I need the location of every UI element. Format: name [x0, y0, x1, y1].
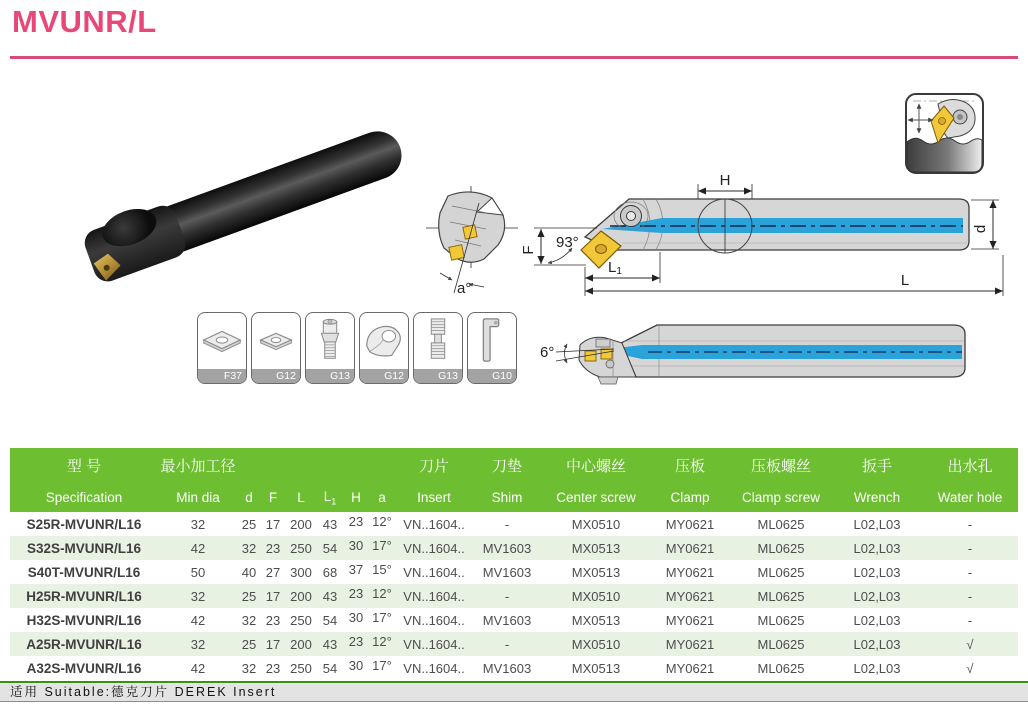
cell: VN..1604..: [403, 636, 465, 652]
header-row-zh: [10, 448, 1018, 483]
application-icon: [906, 94, 983, 173]
col-wrench: Wrench: [832, 483, 922, 512]
angle-93-label: 93°: [556, 234, 579, 251]
col-f: F: [260, 483, 286, 512]
cell: -: [504, 516, 510, 532]
insert-icon: [198, 313, 246, 369]
product-photo: [62, 108, 424, 313]
dim-f-label: F: [520, 245, 537, 255]
cell: 200: [290, 636, 312, 652]
cell: 250: [290, 540, 312, 556]
cell: MX0513: [571, 612, 621, 628]
table-bottom-rule: [0, 681, 1028, 683]
cell: 250: [290, 612, 312, 628]
cell: ML0625: [757, 516, 805, 532]
cell: MV1603: [482, 564, 532, 580]
col-water-hole: Water hole: [922, 483, 1018, 512]
bottom-view-diagram: [540, 325, 965, 384]
cell: MX0513: [571, 540, 621, 556]
cell: H32S-MVUNR/L16: [26, 612, 142, 628]
col-shim: Shim: [472, 483, 542, 512]
cell: MV1603: [482, 660, 532, 676]
col-wrench-zh: 扳手: [832, 448, 922, 483]
table-header: [10, 448, 1018, 512]
cell: MX0513: [571, 564, 621, 580]
cell: 15°: [372, 561, 392, 577]
col-insert-zh: 刀片: [396, 448, 472, 483]
cell: -: [967, 588, 973, 604]
cell: 200: [290, 516, 312, 532]
cell: VN..1604..: [403, 564, 465, 580]
table-body: [10, 512, 1018, 680]
col-center-screw: Center screw: [542, 483, 650, 512]
cell: 25: [241, 516, 257, 532]
col-l1: $L_1$: [316, 483, 344, 512]
end-view-diagram: [426, 186, 518, 297]
col-insert: Insert: [396, 483, 472, 512]
cell: 23: [265, 540, 281, 556]
icon-code: G13: [306, 369, 354, 383]
cell: 250: [290, 660, 312, 676]
dim-l1-label: L1: [608, 259, 622, 277]
cell: 68: [322, 564, 338, 580]
cell: VN..1604..: [403, 588, 465, 604]
cell: MX0510: [571, 516, 621, 532]
cell: 32: [241, 660, 257, 676]
cell: -: [504, 636, 510, 652]
col-l: L: [286, 483, 316, 512]
cell: VN..1604..: [403, 660, 465, 676]
title-rule: [10, 56, 1018, 59]
cell: 12°: [372, 585, 392, 601]
cell: √: [966, 636, 974, 652]
col-min-dia: Min dia: [158, 483, 238, 512]
cell: MY0621: [665, 612, 715, 628]
clamp-screw-icon: [414, 313, 462, 369]
cell: L02,L03: [853, 516, 901, 532]
col-dims-zh: [238, 448, 396, 483]
icon-code: G13: [414, 369, 462, 383]
cell: VN..1604..: [403, 612, 465, 628]
cell: 23: [348, 585, 364, 601]
shim-icon: [252, 313, 300, 369]
col-clamp-zh: 压板: [650, 448, 730, 483]
cell: 42: [190, 540, 206, 556]
dim-d-label: d: [972, 224, 989, 234]
cell: 17: [265, 516, 281, 532]
col-d: d: [238, 483, 260, 512]
cell: -: [504, 588, 510, 604]
icon-code: G12: [360, 369, 408, 383]
cell: 32: [190, 636, 206, 652]
cell: S25R-MVUNR/L16: [26, 516, 142, 532]
cell: ML0625: [757, 660, 805, 676]
cell: A25R-MVUNR/L16: [26, 636, 142, 652]
cell: ML0625: [757, 636, 805, 652]
col-shim-zh: 刀垫: [472, 448, 542, 483]
cell: 42: [190, 612, 206, 628]
cell: 17°: [372, 537, 392, 553]
col-min-dia-zh: 最小加工径: [158, 448, 238, 483]
cell: 17°: [372, 609, 392, 625]
col-clamp-screw: Clamp screw: [730, 483, 832, 512]
cell: 54: [322, 660, 338, 676]
cell: ML0625: [757, 612, 805, 628]
cell: -: [967, 540, 973, 556]
cell: MX0513: [571, 660, 621, 676]
cell: L02,L03: [853, 564, 901, 580]
cell: 42: [190, 660, 206, 676]
col-center-screw-zh: 中心螺丝: [542, 448, 650, 483]
angle-6-label: 6°: [540, 344, 555, 361]
cell: √: [966, 660, 974, 676]
cell: 50: [190, 564, 206, 580]
cell: 17: [265, 588, 281, 604]
cell: 32: [190, 516, 206, 532]
table-row: [10, 656, 1018, 680]
cell: 23: [265, 660, 281, 676]
cell: S32S-MVUNR/L16: [26, 540, 142, 556]
header-row-en: [10, 483, 1018, 512]
cell: VN..1604..: [403, 516, 465, 532]
cell: L02,L03: [853, 588, 901, 604]
col-clamp: Clamp: [650, 483, 730, 512]
cell: 12°: [372, 633, 392, 649]
cell: MY0621: [665, 516, 715, 532]
clamp-icon: [360, 313, 408, 369]
table-row: [10, 608, 1018, 632]
icon-code: G10: [468, 369, 516, 383]
icon-code: G12: [252, 369, 300, 383]
col-h: H: [344, 483, 368, 512]
cell: 54: [322, 612, 338, 628]
table-row: [10, 632, 1018, 656]
cell: 23: [348, 513, 364, 529]
col-spec: Specification: [10, 483, 158, 512]
cell: -: [967, 516, 973, 532]
cell: L02,L03: [853, 540, 901, 556]
cell: 40: [241, 564, 257, 580]
icon-code: F37: [198, 369, 246, 383]
cell: 43: [322, 588, 338, 604]
table-row: [10, 560, 1018, 584]
cell: -: [967, 612, 973, 628]
angle-a-label: a°: [457, 280, 472, 297]
table-row: [10, 584, 1018, 608]
cell: L02,L03: [853, 660, 901, 676]
cell: ML0625: [757, 564, 805, 580]
table-row: [10, 536, 1018, 560]
cell: MY0621: [665, 564, 715, 580]
spec-table: [10, 448, 1018, 680]
component-icon-strip: [197, 312, 517, 384]
cell: 32: [241, 540, 257, 556]
cell: 30: [348, 537, 364, 553]
cell: MX0510: [571, 588, 621, 604]
footer-note: [0, 684, 1028, 702]
cell: MY0621: [665, 540, 715, 556]
side-view-diagram: [520, 172, 1003, 296]
cell: 54: [322, 540, 338, 556]
cell: 25: [241, 588, 257, 604]
wrench-icon: [468, 313, 516, 369]
dim-h-label: H: [719, 172, 731, 189]
table-row: [10, 512, 1018, 536]
suitable-insert-note: 适用 Suitable:德克刀片 DEREK Insert: [10, 685, 277, 699]
component-icon-insert: [197, 312, 247, 384]
col-a: a: [368, 483, 396, 512]
boring-bar-image: [81, 122, 410, 286]
cell: MV1603: [482, 540, 532, 556]
cell: -: [967, 564, 973, 580]
cell: 17°: [372, 657, 392, 673]
cell: ML0625: [757, 540, 805, 556]
dim-l-label: L: [900, 272, 910, 289]
cell: 37: [348, 561, 364, 577]
cell: H25R-MVUNR/L16: [26, 588, 142, 604]
cell: 43: [322, 636, 338, 652]
cell: 300: [290, 564, 312, 580]
cell: A32S-MVUNR/L16: [26, 660, 142, 676]
cell: 17: [265, 636, 281, 652]
cell: MY0621: [665, 660, 715, 676]
cell: L02,L03: [853, 612, 901, 628]
cell: 23: [348, 633, 364, 649]
cell: MX0510: [571, 636, 621, 652]
page-title: MVUNR/L: [12, 4, 157, 39]
col-spec-zh: 型 号: [10, 448, 158, 483]
center-screw-icon: [306, 313, 354, 369]
cell: MV1603: [482, 612, 532, 628]
cell: L02,L03: [853, 636, 901, 652]
cell: 27: [265, 564, 281, 580]
cell: VN..1604..: [403, 540, 465, 556]
component-icon-shim: [251, 312, 301, 384]
cell: 32: [190, 588, 206, 604]
component-icon-clamp: [359, 312, 409, 384]
cell: 23: [265, 612, 281, 628]
component-icon-center-screw: [305, 312, 355, 384]
component-icon-wrench: [467, 312, 517, 384]
cell: 30: [348, 609, 364, 625]
cell: ML0625: [757, 588, 805, 604]
cell: 25: [241, 636, 257, 652]
component-icon-clamp-screw: [413, 312, 463, 384]
cell: 30: [348, 657, 364, 673]
cell: 200: [290, 588, 312, 604]
col-water-hole-zh: 出水孔: [922, 448, 1018, 483]
cell: MY0621: [665, 636, 715, 652]
col-clamp-screw-zh: 压板螺丝: [730, 448, 832, 483]
cell: S40T-MVUNR/L16: [27, 564, 141, 580]
cell: 12°: [372, 513, 392, 529]
cell: 43: [322, 516, 338, 532]
cell: MY0621: [665, 588, 715, 604]
cell: 32: [241, 612, 257, 628]
